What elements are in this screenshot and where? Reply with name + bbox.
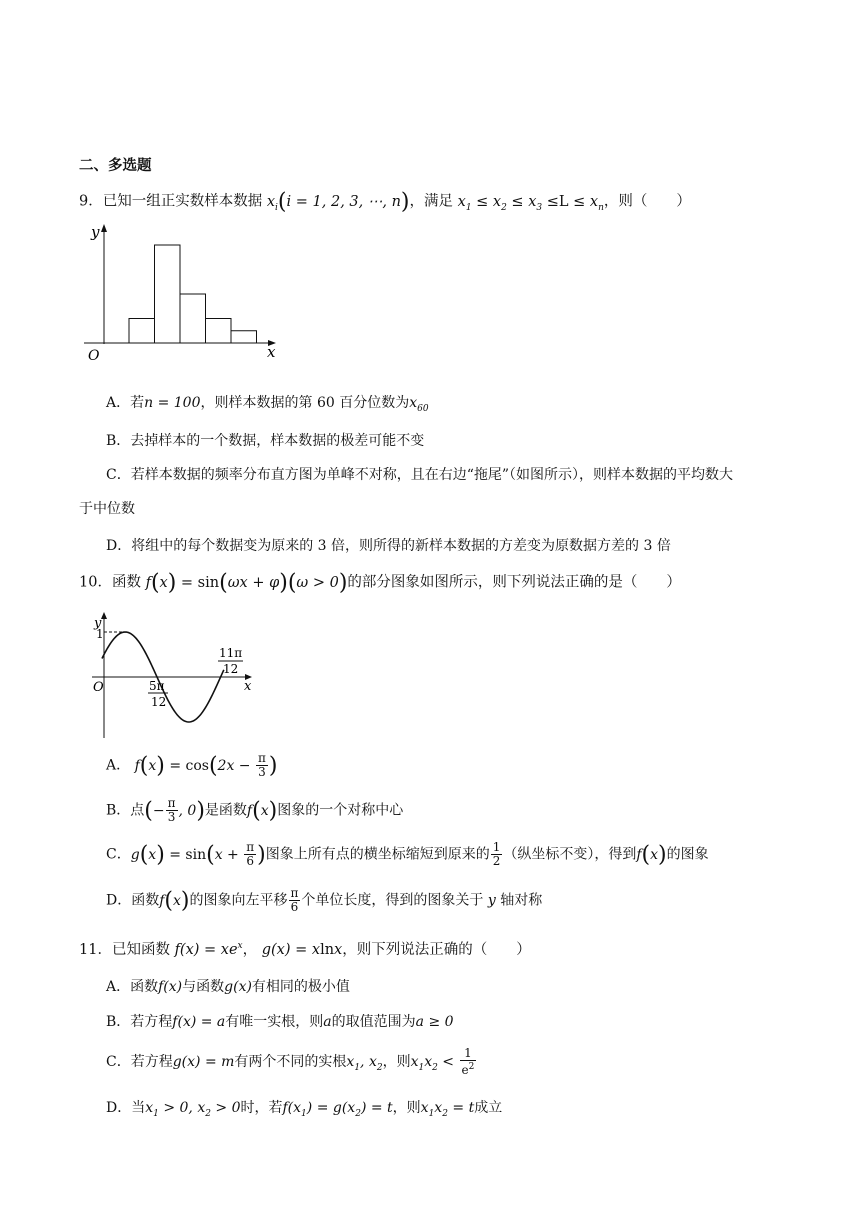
q9-option-c-line2: 于中位数	[79, 501, 135, 517]
tick-5pi-denominator: 12	[151, 695, 167, 709]
sine-graph-figure	[88, 610, 263, 742]
question-number: 11．	[79, 942, 112, 958]
question-11-stem: 11．已知函数 $f(x) = xe^x$， g(x) = xlnx，则下列说法正确的（ ）	[79, 941, 531, 958]
origin-label: O	[93, 680, 104, 695]
math-expression: $x_i(i = 1$, 2, 3, ⋯, n)	[266, 189, 410, 214]
q9-option-b[interactable]: B．去掉样本的一个数据，样本数据的极差可能不变	[106, 433, 425, 449]
histogram-bar	[180, 294, 206, 343]
q9-option-d[interactable]: D．将组中的每个数据变为原来的 3 倍，则所得的新样本数据的方差变为原数据方差的 3 倍	[106, 538, 671, 554]
histogram-figure	[76, 222, 286, 366]
question-number: 9．	[79, 193, 103, 210]
section-title: 二、多选题	[79, 157, 152, 174]
question-10-stem: 10．函数 f(x) = sin(ωx + φ)(ω > 0)的部分图象如图所示，则下列说法正确的是（ ）	[79, 570, 681, 595]
y-axis-label: y	[94, 616, 102, 631]
q11-option-d[interactable]: D．当$x_1 > 0$, $x_2 > 0$时，若$f(x_1) = g(x_2) = t$，则$x_1x_2 = t$成立	[106, 1100, 503, 1119]
x-axis-label: x	[267, 343, 276, 361]
y-tick-one: 1	[96, 627, 104, 641]
origin-label: O	[88, 348, 100, 364]
math-expression: $x_1 \le x_2 \le x_3 \le L \le x_n$	[457, 193, 604, 213]
y-axis-label: y	[91, 223, 100, 241]
math-expression: f(x) = sin(ωx + φ)(ω > 0)	[145, 570, 348, 595]
histogram-bar	[206, 319, 232, 344]
q11-option-a[interactable]: A．函数f(x)与函数g(x)有相同的极小值	[106, 979, 350, 995]
q10-option-a[interactable]: A． f(x) = cos(2x − $\frac{\pi}{3}$ )	[106, 751, 278, 779]
q9-option-a[interactable]: A．若n = 100，则样本数据的第 60 百分位数为$x_{60}$	[106, 395, 429, 414]
q11-option-c[interactable]: C．若方程g(x) = m有两个不同的实根$x_1$, $x_2$，则$x_1x_2$ < $\frac{1}{e^2}$	[106, 1046, 475, 1077]
histogram-bar	[129, 319, 155, 344]
y-axis-arrow-icon	[101, 612, 107, 619]
x-axis-label: x	[244, 679, 252, 694]
y-axis-arrow-icon	[101, 224, 107, 232]
tick-5pi-numerator: 5π	[149, 679, 165, 693]
q9-option-c-line1[interactable]: C．若样本数据的频率分布直方图为单峰不对称，且在右边“拖尾”（如图所示），则样本数据的平均数大	[106, 467, 734, 483]
tick-11pi-numerator: 11π	[219, 646, 243, 660]
tick-11pi-denominator: 12	[223, 662, 239, 676]
histogram-bar	[155, 245, 181, 343]
histogram-bars	[129, 245, 257, 343]
q11-option-b[interactable]: B．若方程f(x) = a有唯一实根，则a的取值范围为a ≥ 0	[106, 1014, 454, 1030]
histogram-bar	[231, 331, 257, 343]
q10-option-c[interactable]: C．g(x) = sin(x + $\frac{\pi}{6}$ )图象上所有点的横坐标缩短到原来的 $\frac{1}{2}$ （纵坐标不变），得到f(x)的图象	[106, 840, 709, 868]
q10-option-b[interactable]: B．点(− $\frac{\pi}{3}$ , 0)是函数f(x)图象的一个对称中心	[106, 796, 404, 824]
question-9-stem: 9．已知一组正实数样本数据 $x_i(i = 1$, 2, 3, ⋯, n)，满足 $x_1 \le x_2 \le x_3 \le L \le x_n$，则（ ）	[79, 189, 691, 214]
question-number: 10．	[79, 574, 112, 591]
q10-option-d[interactable]: D．函数f(x)的图象向左平移 $\frac{\pi}{6}$ 个单位长度，得到的图象关于 y 轴对称	[106, 886, 543, 914]
